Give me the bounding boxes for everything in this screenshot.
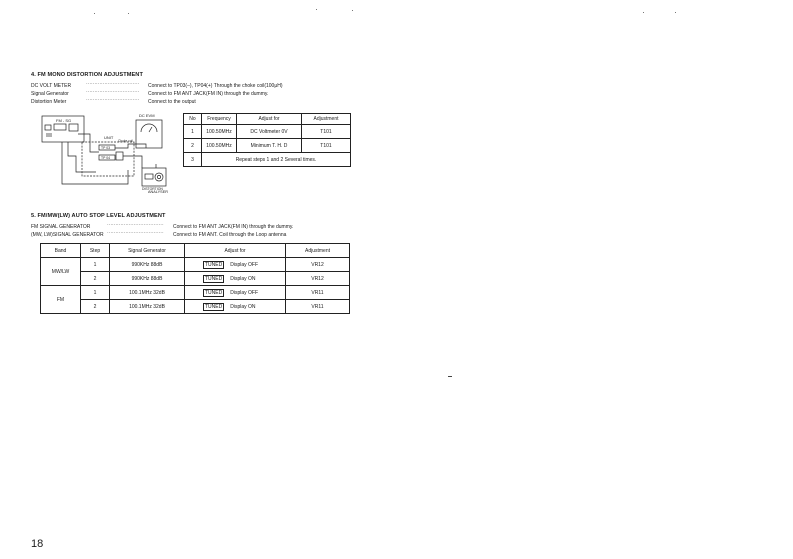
col-header: Step bbox=[81, 244, 110, 258]
connection-line: Distortion Meter ································ Connect to the output bbox=[31, 97, 196, 105]
section-4-connections bbox=[31, 81, 351, 105]
table-row: 2 100.1MHz 32dB TUNED Display ON VR11 bbox=[41, 300, 350, 314]
fm-mono-table bbox=[183, 113, 351, 167]
table-row: 2 990KHz 88dB TUNED Display ON VR12 bbox=[41, 272, 350, 286]
unit-label: UNIT bbox=[104, 135, 114, 140]
connection-line: Signal Generator ································ Connect to FM ANT JACK(FM IN) through the dummy. bbox=[31, 89, 269, 97]
distortion-label: DISTORTION bbox=[142, 187, 163, 191]
col-header: Adjustment bbox=[302, 114, 351, 125]
tp04-label: TP 04 bbox=[101, 156, 110, 160]
connection-line: (MW, LW)SIGNAL GENERATOR ·································· Connect to FM ANT. Coil through the Loop antenna bbox=[31, 230, 287, 238]
col-header: No bbox=[184, 114, 202, 125]
table-row: 1 100.50MHz DC Voltmeter 0V T101 bbox=[184, 125, 351, 139]
table-row: FM 1 100.1MHz 32dB TUNED Display OFF VR11 bbox=[41, 286, 350, 300]
tuned-indicator: TUNED bbox=[205, 275, 223, 282]
tp03-label: TP 03 bbox=[101, 146, 110, 150]
section-5-title: 5. FM/MW(LW) AUTO STOP LEVEL ADJUSTMENT bbox=[31, 213, 166, 219]
scan-speck bbox=[128, 13, 129, 14]
table-header-row bbox=[41, 244, 350, 258]
tuned-indicator: TUNED bbox=[205, 303, 223, 310]
col-header: Band bbox=[41, 244, 81, 258]
table-row: 3 Repeat steps 1 and 2 Several times. bbox=[184, 153, 351, 167]
col-header: Signal Generator bbox=[110, 244, 185, 258]
scan-speck bbox=[316, 9, 317, 10]
section-4-title: 4. FM MONO DISTORTION ADJUSTMENT bbox=[31, 72, 143, 78]
fm-sg-label: FM - SG bbox=[56, 118, 72, 123]
connection-line: DC VOLT METER ································ Connect to TP03(–), TP04(+) Through the choke coil(100μH) bbox=[31, 81, 283, 89]
scan-speck bbox=[675, 12, 676, 13]
col-header: Adjust for bbox=[237, 114, 302, 125]
col-header: Adjustment bbox=[286, 244, 350, 258]
table-row: 2 100.50MHz Minimum T. H. D T101 bbox=[184, 139, 351, 153]
page-number: 18 bbox=[31, 538, 44, 550]
scan-speck bbox=[94, 13, 95, 14]
auto-stop-level-table bbox=[40, 243, 350, 314]
scan-speck bbox=[643, 12, 644, 13]
col-header: Frequency bbox=[202, 114, 237, 125]
connection-line: FM SIGNAL GENERATOR ·································· Connect to FM ANT JACK(FM IN) through the dummy. bbox=[31, 222, 294, 230]
distortion-analyser-box bbox=[142, 168, 166, 186]
table-row: MW/LW 1 990KHz 88dB TUNED Display OFF VR12 bbox=[41, 258, 350, 272]
scan-mark bbox=[448, 376, 452, 377]
col-header: Adjust for bbox=[185, 244, 286, 258]
tuned-indicator: TUNED bbox=[205, 289, 223, 296]
section-5-connections bbox=[31, 222, 361, 238]
analyser-label: ANALYSER bbox=[148, 190, 168, 194]
scan-speck bbox=[352, 10, 353, 11]
choke-label: Choke coil bbox=[118, 139, 133, 143]
dc-evm-label: DC EVM bbox=[139, 113, 155, 118]
connection-diagram bbox=[38, 108, 186, 192]
table-header-row bbox=[184, 114, 351, 125]
tuned-indicator: TUNED bbox=[205, 261, 223, 268]
